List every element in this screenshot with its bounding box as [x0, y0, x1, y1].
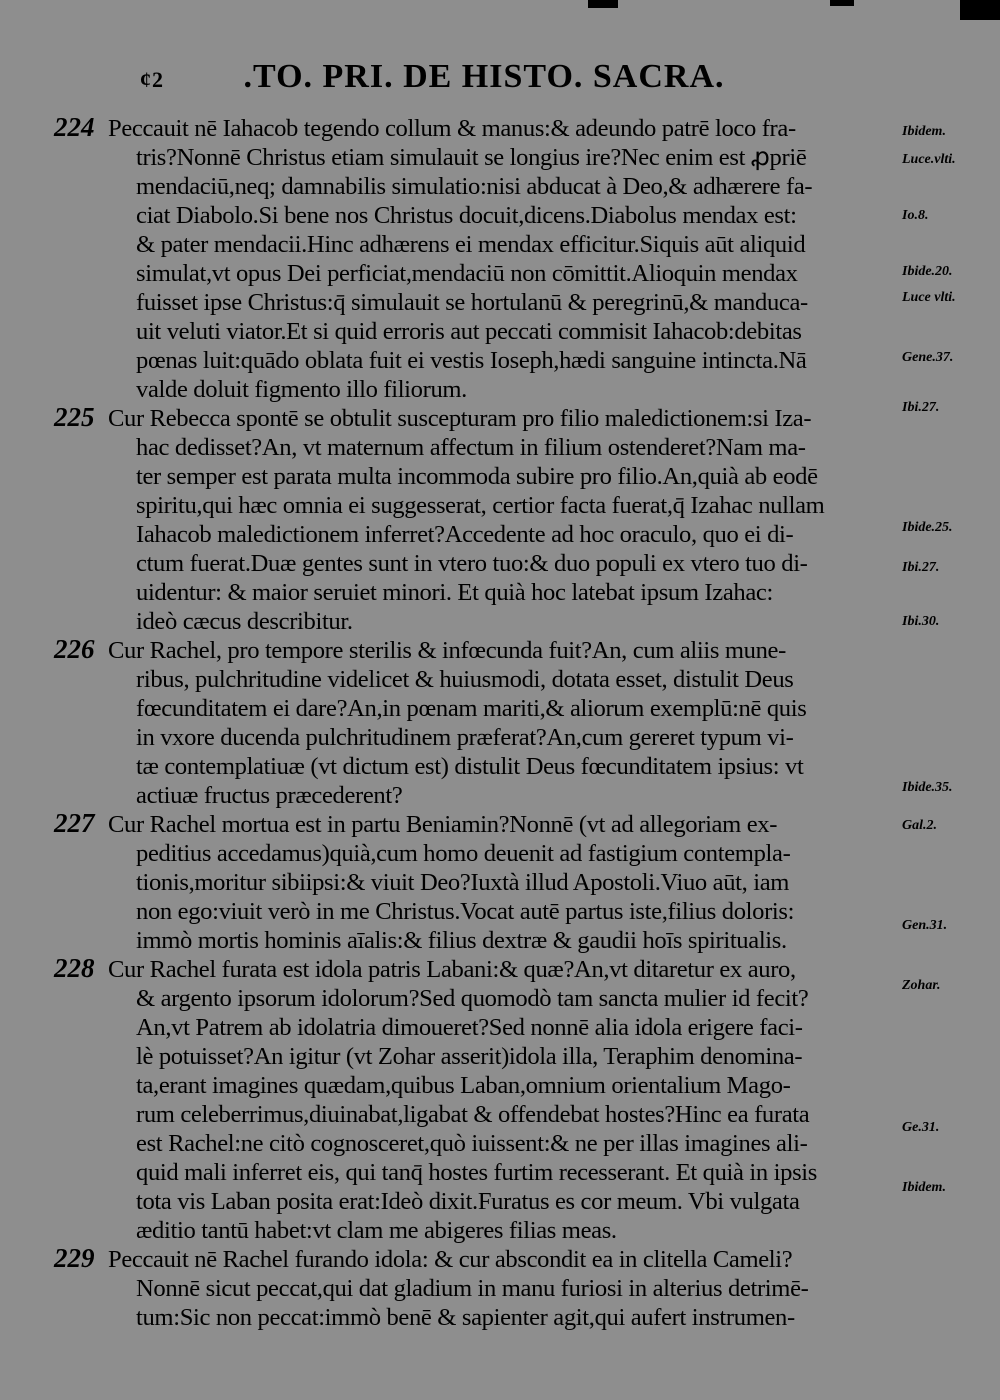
text-line: Cur Rebecca spontē se obtulit suscepturam pro filio maledictionem:si Iza- [108, 405, 812, 432]
text-line: spiritu,qui hæc omnia ei suggesserat, certior facta fuerat,q̄ Izahac nullam [136, 492, 825, 519]
text-line: fœcunditatem ei dare?An,in pœnam mariti,& aliorum exemplū:nē quis [136, 695, 807, 722]
paragraph-229 [54, 1243, 908, 1332]
margin-note: Luce.vlti. [902, 152, 956, 167]
text-line: uidentur: & maior seruiet minori. Et quià hoc latebat ipsum Izahac: [136, 579, 773, 606]
text-line: non ego:viuit verò in me Christus.Vocat autē partus iste,filius doloris: [136, 898, 795, 925]
paragraph-226 [54, 634, 908, 810]
paragraph-number: 226 [54, 634, 95, 664]
text-line: simulat,vt opus Dei perficiat,mendaciū non cōmittit.Alioquin mendax [136, 260, 798, 287]
paragraph-number: 227 [54, 808, 95, 838]
running-header [140, 58, 840, 96]
text-line: & argento ipsorum idolorum?Sed quomodò tam sancta mulier id fecit? [136, 985, 809, 1012]
text-line: tris?Nonnē Christus etiam simulauit se longius ire?Nec enim est ꝓpriē [136, 144, 807, 171]
text-line: quid mali inferret eis, qui tanq̄ hostes furtim recesserant. Et quià in ipsis [136, 1159, 817, 1186]
margin-note: Luce vlti. [902, 290, 956, 305]
text-line: Peccauit nē Rachel furando idola: & cur abscondit ea in clitella Cameli? [108, 1246, 793, 1273]
margin-note: Ibide.35. [902, 780, 953, 795]
margin-note: Ibide.25. [902, 520, 953, 535]
scan-artifact [830, 0, 854, 6]
text-line: ideò cæcus describitur. [136, 608, 353, 635]
scan-artifact [588, 0, 618, 8]
margin-note: Ibi.27. [902, 560, 940, 575]
paragraph-227 [54, 808, 908, 955]
text-line: immò mortis hominis aīalis:& filius dextræ & gaudii hoīs spiritualis. [136, 927, 787, 954]
scan-artifact [960, 0, 1000, 20]
text-line: rum celeberrimus,diuinabat,ligabat & offendebat hostes?Hinc ea furata [136, 1101, 810, 1128]
text-line: Cur Rachel, pro tempore sterilis & infœcunda fuit?An, cum aliis mune- [108, 637, 786, 664]
text-line: fuisset ipse Christus:q̄ simulauit se hortulanū & peregrinū,& manduca- [136, 289, 808, 316]
text-line: mendaciū,neq; damnabilis simulatio:nisi abducat à Deo,& adhærere fa- [136, 173, 813, 200]
running-title: .TO. PRI. DE HISTO. SACRA. [243, 58, 725, 95]
text-line: tota vis Laban posita erat:Ideò dixit.Furatus es cor meum. Vbi vulgata [136, 1188, 800, 1215]
text-line: Cur Rachel mortua est in partu Beniamin?Nonnē (vt ad allegoriam ex- [108, 811, 778, 838]
text-line: Peccauit nē Iahacob tegendo collum & manus:& adeundo patrē loco fra- [108, 115, 796, 142]
paragraph-228 [54, 953, 908, 1245]
margin-note: Ge.31. [902, 1120, 940, 1135]
margin-note: Io.8. [902, 208, 929, 223]
paragraph-224 [54, 112, 908, 404]
text-line: ta,erant imagines quædam,quibus Laban,omnium orientalium Mago- [136, 1072, 791, 1099]
text-line: æditio tantū habet:vt clam me abigeres filias meas. [136, 1217, 617, 1244]
text-line: ciat Diabolo.Si bene nos Christus docuit,dicens.Diabolus mendax est: [136, 202, 797, 229]
margin-note: Gal.2. [902, 818, 937, 833]
text-line: lè potuisset?An igitur (vt Zohar asserit)idola illa, Teraphim denomina- [136, 1043, 803, 1070]
paragraph-number: 224 [54, 112, 95, 142]
margin-note: Ibi.27. [902, 400, 940, 415]
folio-number: ȼ2 [140, 67, 164, 92]
margin-note: Ibi.30. [902, 614, 940, 629]
text-line: actiuæ fructus præcederent? [136, 782, 403, 809]
text-line: in vxore ducenda pulchritudinem præferat?An,cum gereret typum vi- [136, 724, 794, 751]
text-line: ctum fuerat.Duæ gentes sunt in vtero tuo:& duo populi ex vtero tuo di- [136, 550, 808, 577]
paragraph-number: 228 [54, 953, 95, 983]
margin-note: Ibide.20. [902, 264, 953, 279]
text-line: ribus, pulchritudine videlicet & huiusmodi, dotata esset, distulit Deus [136, 666, 794, 693]
margin-note: Gene.37. [902, 350, 954, 365]
page-body [54, 112, 908, 1332]
text-line: tæ contemplatiuæ (vt dictum est) distulit Deus fœcunditatem ipsius: vt [136, 753, 804, 780]
text-line: est Rachel:ne citò cognosceret,quò iuissent:& ne per illas imagines ali- [136, 1130, 808, 1157]
margin-note: Ibidem. [902, 124, 946, 139]
text-line: valde doluit figmento illo filiorum. [136, 376, 467, 403]
margin-note: Zohar. [902, 978, 941, 993]
paragraph-number: 229 [54, 1243, 95, 1273]
text-line: Cur Rachel furata est idola patris Labani:& quæ?An,vt ditaretur ex auro, [108, 956, 796, 983]
text-line: An,vt Patrem ab idolatria dimoueret?Sed nonnē alia idola erigere faci- [136, 1014, 803, 1041]
text-line: pœnas luit:quādo oblata fuit ei vestis Ioseph,hædi sanguine intincta.Nā [136, 347, 807, 374]
text-line: Nonnē sicut peccat,qui dat gladium in manu furiosi in alterius detrimē- [136, 1275, 809, 1302]
text-line: & pater mendacii.Hinc adhærens ei mendax efficitur.Siquis aūt aliquid [136, 231, 806, 258]
text-line: uit veluti viator.Et si quid erroris aut peccati commisit Iahacob:debitas [136, 318, 802, 345]
text-line: Iahacob maledictionem inferret?Accedente ad hoc oraculo, quo ei di- [136, 521, 794, 548]
paragraph-225 [54, 402, 908, 636]
text-line: peditius accedamus)quià,cum homo deuenit ad fastigium contempla- [136, 840, 791, 867]
text-line: tionis,moritur sibiipsi:& viuit Deo?Iuxtà illud Apostoli.Viuo aūt, iam [136, 869, 790, 896]
paragraph-number: 225 [54, 402, 95, 432]
text-line: ter semper est parata multa incommoda subire pro filio.An,quià ab eodē [136, 463, 818, 490]
text-line: tum:Sic non peccat:immò benē & sapienter agit,qui aufert instrumen- [136, 1304, 795, 1331]
margin-note: Ibidem. [902, 1180, 946, 1195]
margin-note: Gen.31. [902, 918, 948, 933]
text-line: hac dedisset?An, vt maternum affectum in filium ostenderet?Nam ma- [136, 434, 806, 461]
